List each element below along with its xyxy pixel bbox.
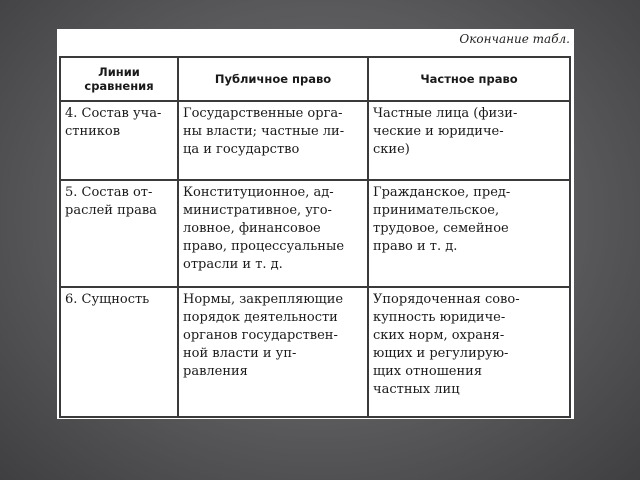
- private-law-cell: Упорядоченная сово- купность юридиче- ских норм, охраня- ющих и регулирую- щих отношения частных лиц: [368, 287, 570, 417]
- row-label: 6. Сущность: [60, 287, 178, 417]
- row-label: 5. Состав от- раслей права: [60, 180, 178, 287]
- table-caption: Окончание табл.: [459, 32, 570, 46]
- public-law-cell: Конституционное, ад- министративное, уго- ловное, финансовое право, процессуальные отрасли и т. д.: [178, 180, 368, 287]
- table-row: [60, 287, 570, 417]
- row-label: 4. Состав уча- стников: [60, 101, 178, 180]
- private-law-cell: Частные лица (физи- ческие и юридиче- ские): [368, 101, 570, 180]
- public-law-cell: Государственные орга- ны власти; частные ли- ца и государство: [178, 101, 368, 180]
- document-sheet: [57, 29, 574, 419]
- table-row: [60, 101, 570, 180]
- comparison-table: [59, 56, 571, 418]
- public-law-cell: Нормы, закрепляющие порядок деятельности органов государствен- ной власти и уп- равления: [178, 287, 368, 417]
- table-header-row: [60, 57, 570, 101]
- header-comparison-lines: Линии сравнения: [60, 57, 178, 101]
- private-law-cell: Гражданское, пред- принимательское, трудовое, семейное право и т. д.: [368, 180, 570, 287]
- header-public-law: Публичное право: [178, 57, 368, 101]
- table-row: [60, 180, 570, 287]
- header-private-law: Частное право: [368, 57, 570, 101]
